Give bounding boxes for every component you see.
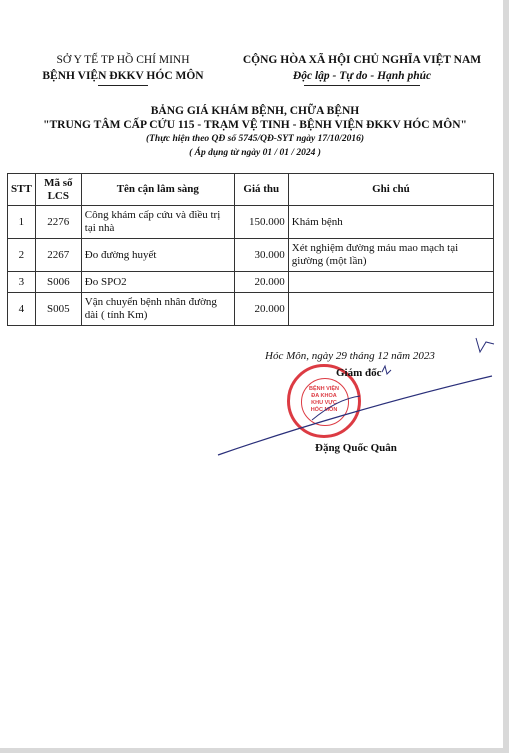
cell-code: S005 (35, 293, 81, 326)
place-and-date: Hóc Môn, ngày 29 tháng 12 năm 2023 (265, 350, 435, 362)
cell-stt: 4 (8, 293, 36, 326)
cell-price: 20.000 (234, 272, 288, 293)
document-title: BẢNG GIÁ KHÁM BỆNH, CHỮA BỆNH (150, 105, 360, 117)
seal-text-line: HÓC MÔN (310, 407, 338, 413)
effective-date: ( Áp dụng từ ngày 01 / 01 / 2024 ) (189, 148, 321, 158)
cell-stt: 3 (8, 272, 36, 293)
column-header-stt: STT (8, 174, 36, 206)
cell-note (288, 272, 493, 293)
issuer-hospital: BỆNH VIỆN ĐKKV HÓC MÔN (42, 70, 204, 82)
cell-note: Khám bệnh (288, 206, 493, 239)
motto-underline (304, 85, 420, 86)
issuer-header (28, 52, 218, 86)
seal-text-line: KHU VỰC (311, 400, 337, 406)
signer-name: Đặng Quốc Quân (315, 442, 397, 454)
cell-name: Đo SPO2 (81, 272, 234, 293)
price-table (7, 173, 494, 326)
issuer-department: SỞ Y TẾ TP HỒ CHÍ MINH (56, 54, 190, 66)
cell-price: 20.000 (234, 293, 288, 326)
decision-reference: (Thực hiện theo QĐ số 5745/QĐ-SYT ngày 17/10/2016) (145, 134, 365, 144)
table-row (8, 272, 494, 293)
table-header-row (8, 174, 494, 206)
column-header-name: Tên cận lâm sàng (81, 174, 234, 206)
column-header-price: Giá thu (234, 174, 288, 206)
seal-text (290, 386, 358, 414)
table-row (8, 239, 494, 272)
national-motto: Độc lập - Tự do - Hạnh phúc (292, 70, 432, 82)
national-header (228, 52, 496, 86)
cell-stt: 1 (8, 206, 36, 239)
cell-note: Xét nghiệm đường máu mao mạch tại giường (một lần) (288, 239, 493, 272)
cell-price: 30.000 (234, 239, 288, 272)
cell-name: Vận chuyển bệnh nhân đường dài ( tính Km) (81, 293, 234, 326)
cell-note (288, 293, 493, 326)
cell-stt: 2 (8, 239, 36, 272)
cell-code: 2267 (35, 239, 81, 272)
cell-name: Công khám cấp cứu và điều trị tại nhà (81, 206, 234, 239)
column-header-note: Ghi chú (288, 174, 493, 206)
cell-name: Đo đường huyết (81, 239, 234, 272)
director-title: Giám đốc (336, 367, 382, 379)
issuer-underline (98, 85, 148, 86)
cell-price: 150.000 (234, 206, 288, 239)
column-header-code: Mã số LCS (35, 174, 81, 206)
seal-text-line: BỆNH VIỆN (309, 386, 339, 392)
national-title: CỘNG HÒA XÃ HỘI CHỦ NGHĨA VIỆT NAM (242, 54, 482, 66)
table-row (8, 206, 494, 239)
cell-code: S006 (35, 272, 81, 293)
document-subtitle: "TRUNG TÂM CẤP CỨU 115 - TRẠM VỆ TINH - BỆNH VIỆN ĐKKV HÓC MÔN" (43, 119, 467, 131)
document-title-block (10, 104, 500, 160)
table-row (8, 293, 494, 326)
seal-text-line: ĐA KHOA (311, 393, 337, 399)
cell-code: 2276 (35, 206, 81, 239)
